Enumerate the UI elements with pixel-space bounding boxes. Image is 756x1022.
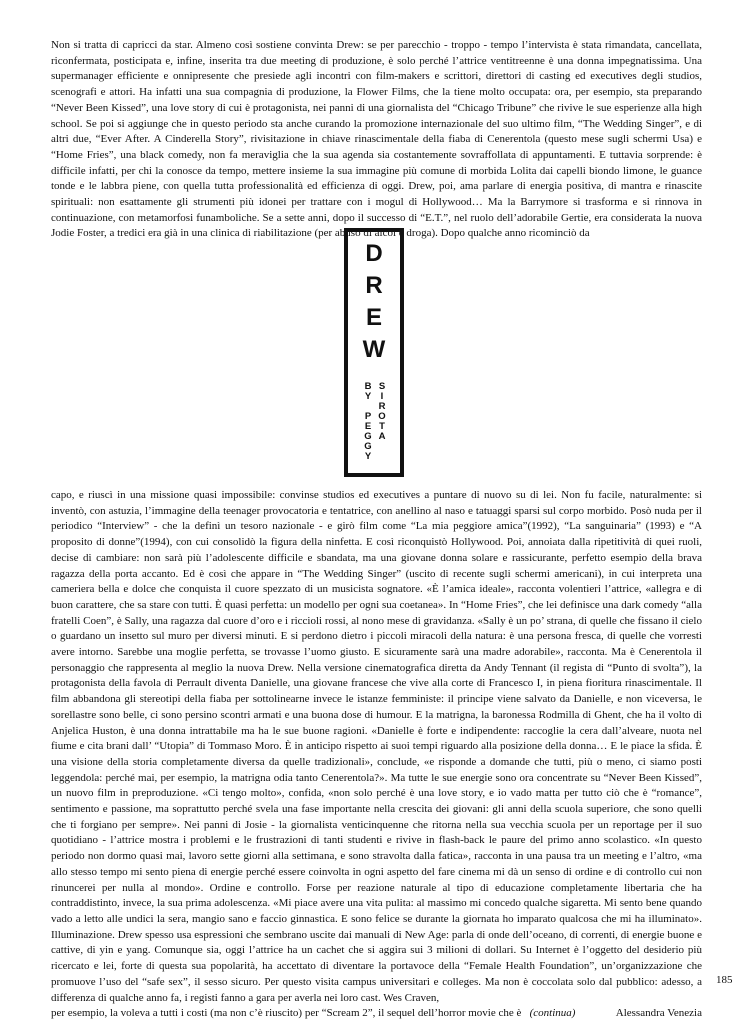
- byline-sirota: S I R O T A: [378, 381, 386, 442]
- title-box: [344, 228, 404, 477]
- article-paragraph-top: Non si tratta di capricci da star. Almeno così sostiene convinta Drew: se per parecchio - troppo - tempo l’intervista è stata rimandata, cancellata, riconfermata, posticipata e, infine, inserita tra due meeting di produzione, è solo perché l’attrice ventitreenne è una donna impegnatissima. Una supermanager efficiente e onnipresente che presiede agli incontri con film-makers e scrittori, direttori di casting ed executives degli studios, scenografi e attori. Ha infatti una sua compagnia di produzione, la Flower Films, che la tiene molto occupata: ora, per esempio, sta preparando “Never Been Kissed”, una love story di cui è protagonista, nei panni di una giornalista del “Chicago Tribune” che rivive le sue esperienze alla high school. Se poi si aggiunge che in questo periodo sta anche curando la promozione internazionale del suo ultimo film, “The Wedding Singer”, e di altri due, “Ever After. A Cinderella Story”, rivisitazione in chiave rinascimentale della fiaba di Cenerentola (questo mese sugli schermi Usa) e “Home Fries”, una black comedy, non fa meraviglia che la sua agenda sia costantemente sovraffollata di appuntamenti. E tuttavia sorprende: è difficile infatti, per chi la conosce da tempo, mettere insieme la sua immagine più comune di morbida Lolita dai capelli biondo limone, le guance tonde e le labbra piene, con quella tutta professionalità ed efficienza di oggi. Drew, poi, ama parlare di energia positiva, di mantra e rinascite spirituali: non esattamente gli strumenti più idonei per trattare con i mogul di Hollywood… Ma la Barrymore si trasforma e si rinnova in continuazione, con metamorfosi funamboliche. Se a sette anni, dopo il successo di “E.T.”, nel ruolo dell’adorabile Gertie, era considerata la nuova Jodie Foster, a tredici era già in una clinica di riabilitazione (per abuso di alcol e droga). Dopo qualche anno ricominciò da: [51, 39, 702, 240]
- title-letter-r: R: [365, 272, 383, 299]
- author-credit: Alessandra Venezia: [615, 1007, 702, 1020]
- title-letter-e: E: [365, 304, 382, 331]
- continua-label: (continua): [524, 1007, 576, 1020]
- title-letter-d: D: [365, 240, 383, 267]
- title-letter-w: W: [362, 336, 386, 363]
- page-number: 185: [716, 974, 733, 986]
- article-text-top: [51, 38, 702, 242]
- article-text-bottom: [51, 488, 702, 1022]
- article-paragraph-bottom: capo, e riuscì in una missione quasi impossibile: convinse studios ed executives a puntare di nuovo su di lei. Non fu facile, naturalmente: si inventò, con astuzia, l’immagine della teenager provocatoria e tentatrice, con anellino al naso e tatuaggi sparsi sul corpo morbido. Posò nuda per il periodico “Interview” - che la definì un tesoro nazionale - e girò film come “La mia peggiore amica”(1992), “La sanguinaria” (1993) e “A proposito di donne”(1994), con cui consolidò la figura della ninfetta. E così riconquistò Hollywood. Poi, annoiata dalla ripetitività di quei ruoli, decise di cambiare: non sarà più l’adolescente difficile e sbandata, ma una giovane donna solare e rassicurante, perfetto esempio della brava ragazza della porta accanto. Ed è così che appare in “The Wedding Singer” (uscito di recente sugli schermi americani), in cui interpreta una cameriera bella e dolce che conquista il cuore spezzato di un musicista sognatore. «È l’amica ideale», racconta volentieri l’attrice, «allegra e di buon carattere, che sa stare con tutti. È quasi perfetta: un modello per ogni sua coetanea». In “Home Fries”, che lei definisce una dark comedy “alla fratelli Coen”, è Sally, una ragazza dal cuore d’oro e i riccioli rossi, al nono mese di gravidanza. «Sally è un po’ strana, di quelle che fissano il cielo o guardano un insetto sul muro per diversi minuti. E si perdono dietro i piccoli miracoli della natura: è una persona fresca, di quelle che vorresti avere intorno. Sarebbe una moglie perfetta, se trovasse l’uomo giusto. E sicuramente sarà una madre adorabile», racconta. Ma è Cenerentola il personaggio che rappresenta al meglio la nuova Drew. Nella versione cinematografica diretta da Andy Tennant (il regista di “Punto di svolta”), la protagonista della favola di Perrault diventa Danielle, una giovane francese che vive alla corte di Francesco I, in piena fioritura rinascimentale. Il film abbandona gli stereotipi della fiaba per sottolinearne invece le istanze femministe: il principe viene salvato da Danielle, e non viceversa, le sorellastre sono belle, ci sono persino scontri armati e una buona dose di humour. E la matrigna, la baronessa Rodmilla di Ghent, che ha il volto di Anjelica Huston, è una donna intrattabile ma ha le sue buone ragioni. «Danielle è forte e indipendente: raccoglie la cera dall’alveare, nuota nel fiume e cita brani dall’ “Utopia” di Tommaso Moro. È in anticipo rispetto ai suoi tempi riguardo alla posizione della donna… E le piace la sfida. È una visione della storia completamente diversa da quelle tradizionali», conclude, «e risponde a domande che tutti, più o meno, ci siamo posti leggendola: perché mai, per esempio, la matrigna odia tanto Cenerentola?». Ma tutte le sue energie sono ora concentrate su “Never Been Kissed”, un nuovo film in preproduzione. «Ci tengo molto», confida, «non solo perché è una love story, e io vado matta per tutto ciò che è “romance”, sentimento e passione, ma soprattutto perché svela una fase importante nella crescita dei giovani: gli anni della scuola superiore, che sono quelli che ti forgiano per sempre». Nei panni di Josie - la giornalista venticinquenne che ritorna nella sua vecchia scuola per un reportage per il suo quotidiano - l’attrice mostra i problemi e le frustrazioni di tanti studenti e rivive in flash-back le paure del primo anno scolastico. «In questo periodo non dormo quasi mai, lavoro sette giorni alla settimana, e sono stravolta dalla fatica», racconta in una pausa tra un meeting e l’altro, «ma allo stesso tempo mi sento piena di energie perché essere coinvolta in ogni aspetto del fare cinema mi dà un senso di ordine e di controllo cui non rinuncerei per nulla al mondo». Ordine e controllo. Forse per reazione naturale al tipo di educazione completamente libertaria che ha contraddistinto, invece, la sua prima adolescenza. «Mi piace avere una vita pulita: al massimo mi concedo qualche sigaretta. Mi sento bene quando vado a letto alle undici la sera, mangio sano e faccio ginnastica. E sono felice se durante la giornata ho imparato qualcosa che mi ha illuminato». Illuminazione. Drew spesso usa espressioni che sembrano uscite dai manuali di New Age: parla di onde dell’oceano, di correnti, di energie buone e cattive, di yin e yang. Comunque sia, oggi l’attrice ha un cachet che si aggira sui 3 milioni di dollari. Su Internet è l’oggetto del desiderio più ricercato e lei, forte di questa sua popolarità, ha accettato di diventare la portavoce della “Female Health Foundation”, un’organizzazione che promuove l’uso del “safe sex”, il sesso sicuro. Per questo visita campus universitari e colleges. Ma non è coccolata solo dal pubblico: adesso, a differenza di qualche anno fa, i registi fanno a gara per averla nei loro cast. Wes Craven,: [51, 489, 702, 1004]
- article-last-line: [51, 1006, 702, 1022]
- byline-by-peggy: B Y P E G G Y: [364, 381, 372, 462]
- last-line-text: per esempio, la voleva a tutti i costi (ma non c’è riuscito) per “Scream 2”, il sequel dell’horror movie che è: [51, 1007, 522, 1020]
